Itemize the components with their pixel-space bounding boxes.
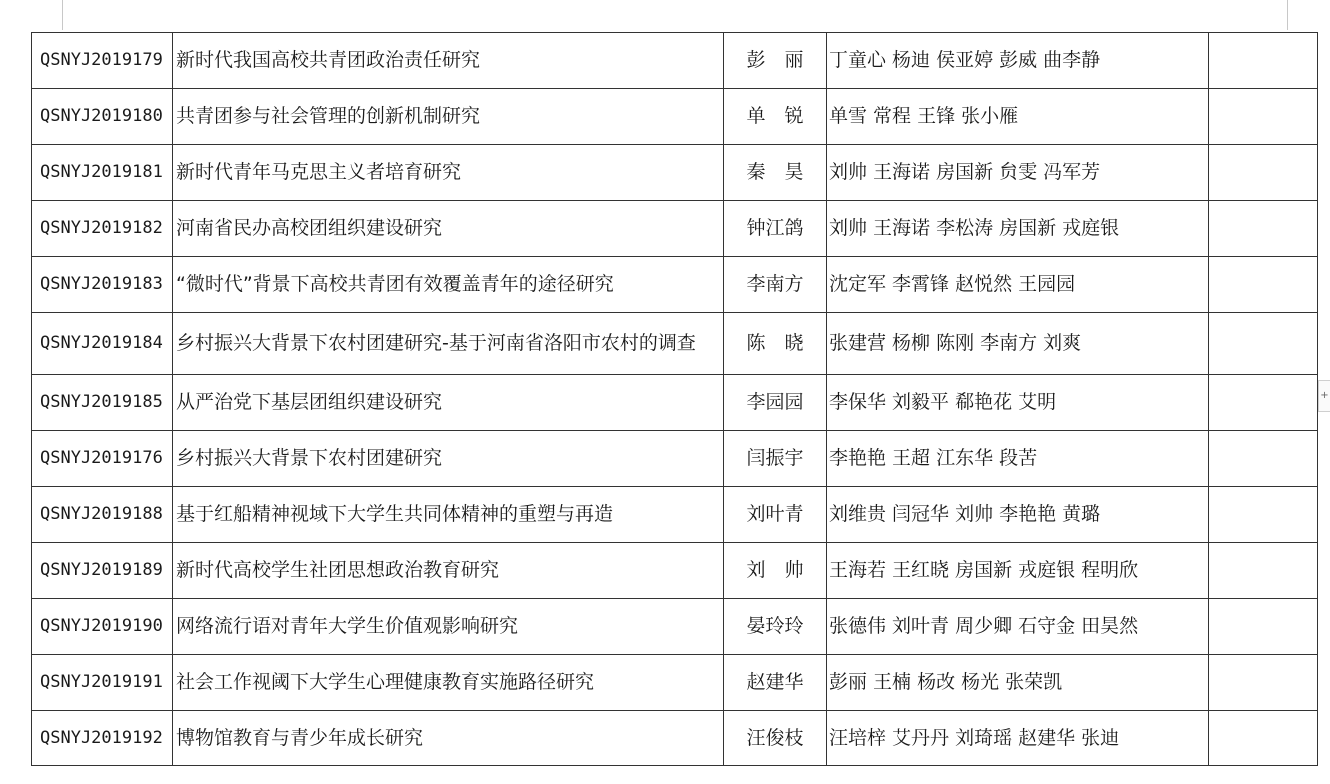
project-remark-cell[interactable] <box>1209 375 1318 431</box>
project-title-cell[interactable]: 乡村振兴大背景下农村团建研究 <box>173 431 724 487</box>
project-title-cell[interactable]: 河南省民办高校团组织建设研究 <box>173 201 724 257</box>
project-members-cell[interactable]: 沈定军 李霄锋 赵悦然 王园园 <box>827 257 1209 313</box>
table-row <box>32 487 1318 543</box>
table-row <box>32 711 1318 766</box>
project-code-cell[interactable]: QSNYJ2019185 <box>32 375 173 431</box>
project-remark-cell[interactable] <box>1209 33 1318 89</box>
project-lead-cell[interactable]: 刘 帅 <box>724 543 827 599</box>
project-title-cell[interactable]: 从严治党下基层团组织建设研究 <box>173 375 724 431</box>
project-members-cell[interactable]: 刘维贵 闫冠华 刘帅 李艳艳 黄璐 <box>827 487 1209 543</box>
project-remark-cell[interactable] <box>1209 711 1318 766</box>
table-row <box>32 89 1318 145</box>
page-margin-mark-right <box>1287 0 1288 30</box>
project-lead-cell[interactable]: 陈 晓 <box>724 313 827 375</box>
table-row <box>32 257 1318 313</box>
project-members-cell[interactable]: 李艳艳 王超 江东华 段苦 <box>827 431 1209 487</box>
project-lead-cell[interactable]: 闫振宇 <box>724 431 827 487</box>
project-title-cell[interactable]: 乡村振兴大背景下农村团建研究-基于河南省洛阳市农村的调查 <box>173 313 724 375</box>
project-remark-cell[interactable] <box>1209 431 1318 487</box>
project-title-cell[interactable]: “微时代”背景下高校共青团有效覆盖青年的途径研究 <box>173 257 724 313</box>
side-expand-handle[interactable]: + <box>1318 380 1330 412</box>
project-remark-cell[interactable] <box>1209 599 1318 655</box>
project-title-cell[interactable]: 博物馆教育与青少年成长研究 <box>173 711 724 766</box>
project-title-cell[interactable]: 新时代我国高校共青团政治责任研究 <box>173 33 724 89</box>
project-remark-cell[interactable] <box>1209 543 1318 599</box>
project-lead-cell[interactable]: 钟江鸽 <box>724 201 827 257</box>
project-table <box>31 32 1318 766</box>
project-code-cell[interactable]: QSNYJ2019181 <box>32 145 173 201</box>
project-members-cell[interactable]: 彭丽 王楠 杨改 杨光 张荣凯 <box>827 655 1209 711</box>
project-members-cell[interactable]: 刘帅 王海诺 房国新 贠雯 冯军芳 <box>827 145 1209 201</box>
page-margin-mark-left <box>62 0 63 30</box>
project-members-cell[interactable]: 刘帅 王海诺 李松涛 房国新 戎庭银 <box>827 201 1209 257</box>
table-row <box>32 375 1318 431</box>
project-lead-cell[interactable]: 李南方 <box>724 257 827 313</box>
project-lead-cell[interactable]: 秦 昊 <box>724 145 827 201</box>
project-lead-cell[interactable]: 汪俊枝 <box>724 711 827 766</box>
project-code-cell[interactable]: QSNYJ2019183 <box>32 257 173 313</box>
table-row <box>32 33 1318 89</box>
project-members-cell[interactable]: 丁童心 杨迪 侯亚婷 彭威 曲李静 <box>827 33 1209 89</box>
project-code-cell[interactable]: QSNYJ2019182 <box>32 201 173 257</box>
project-remark-cell[interactable] <box>1209 655 1318 711</box>
project-members-cell[interactable]: 李保华 刘毅平 郗艳花 艾明 <box>827 375 1209 431</box>
project-members-cell[interactable]: 汪培梓 艾丹丹 刘琦瑶 赵建华 张迪 <box>827 711 1209 766</box>
project-title-cell[interactable]: 社会工作视阈下大学生心理健康教育实施路径研究 <box>173 655 724 711</box>
project-code-cell[interactable]: QSNYJ2019180 <box>32 89 173 145</box>
project-title-cell[interactable]: 基于红船精神视域下大学生共同体精神的重塑与再造 <box>173 487 724 543</box>
project-code-cell[interactable]: QSNYJ2019179 <box>32 33 173 89</box>
project-code-cell[interactable]: QSNYJ2019189 <box>32 543 173 599</box>
project-remark-cell[interactable] <box>1209 313 1318 375</box>
project-members-cell[interactable]: 张德伟 刘叶青 周少卿 石守金 田昊然 <box>827 599 1209 655</box>
project-lead-cell[interactable]: 晏玲玲 <box>724 599 827 655</box>
project-members-cell[interactable]: 王海若 王红晓 房国新 戎庭银 程明欣 <box>827 543 1209 599</box>
project-code-cell[interactable]: QSNYJ2019191 <box>32 655 173 711</box>
project-lead-cell[interactable]: 李园园 <box>724 375 827 431</box>
project-title-cell[interactable]: 新时代高校学生社团思想政治教育研究 <box>173 543 724 599</box>
table-row <box>32 599 1318 655</box>
table-row <box>32 543 1318 599</box>
project-title-cell[interactable]: 共青团参与社会管理的创新机制研究 <box>173 89 724 145</box>
project-code-cell[interactable]: QSNYJ2019190 <box>32 599 173 655</box>
table-row <box>32 201 1318 257</box>
project-remark-cell[interactable] <box>1209 145 1318 201</box>
table-row <box>32 145 1318 201</box>
project-members-cell[interactable]: 单雪 常程 王锋 张小雁 <box>827 89 1209 145</box>
project-lead-cell[interactable]: 单 锐 <box>724 89 827 145</box>
project-code-cell[interactable]: QSNYJ2019184 <box>32 313 173 375</box>
project-remark-cell[interactable] <box>1209 257 1318 313</box>
project-lead-cell[interactable]: 彭 丽 <box>724 33 827 89</box>
project-remark-cell[interactable] <box>1209 201 1318 257</box>
project-title-cell[interactable]: 新时代青年马克思主义者培育研究 <box>173 145 724 201</box>
project-members-cell[interactable]: 张建营 杨柳 陈刚 李南方 刘爽 <box>827 313 1209 375</box>
table-row <box>32 655 1318 711</box>
table-row <box>32 313 1318 375</box>
project-code-cell[interactable]: QSNYJ2019176 <box>32 431 173 487</box>
project-code-cell[interactable]: QSNYJ2019188 <box>32 487 173 543</box>
project-lead-cell[interactable]: 刘叶青 <box>724 487 827 543</box>
project-lead-cell[interactable]: 赵建华 <box>724 655 827 711</box>
project-code-cell[interactable]: QSNYJ2019192 <box>32 711 173 766</box>
project-title-cell[interactable]: 网络流行语对青年大学生价值观影响研究 <box>173 599 724 655</box>
project-remark-cell[interactable] <box>1209 89 1318 145</box>
table-row <box>32 431 1318 487</box>
project-remark-cell[interactable] <box>1209 487 1318 543</box>
